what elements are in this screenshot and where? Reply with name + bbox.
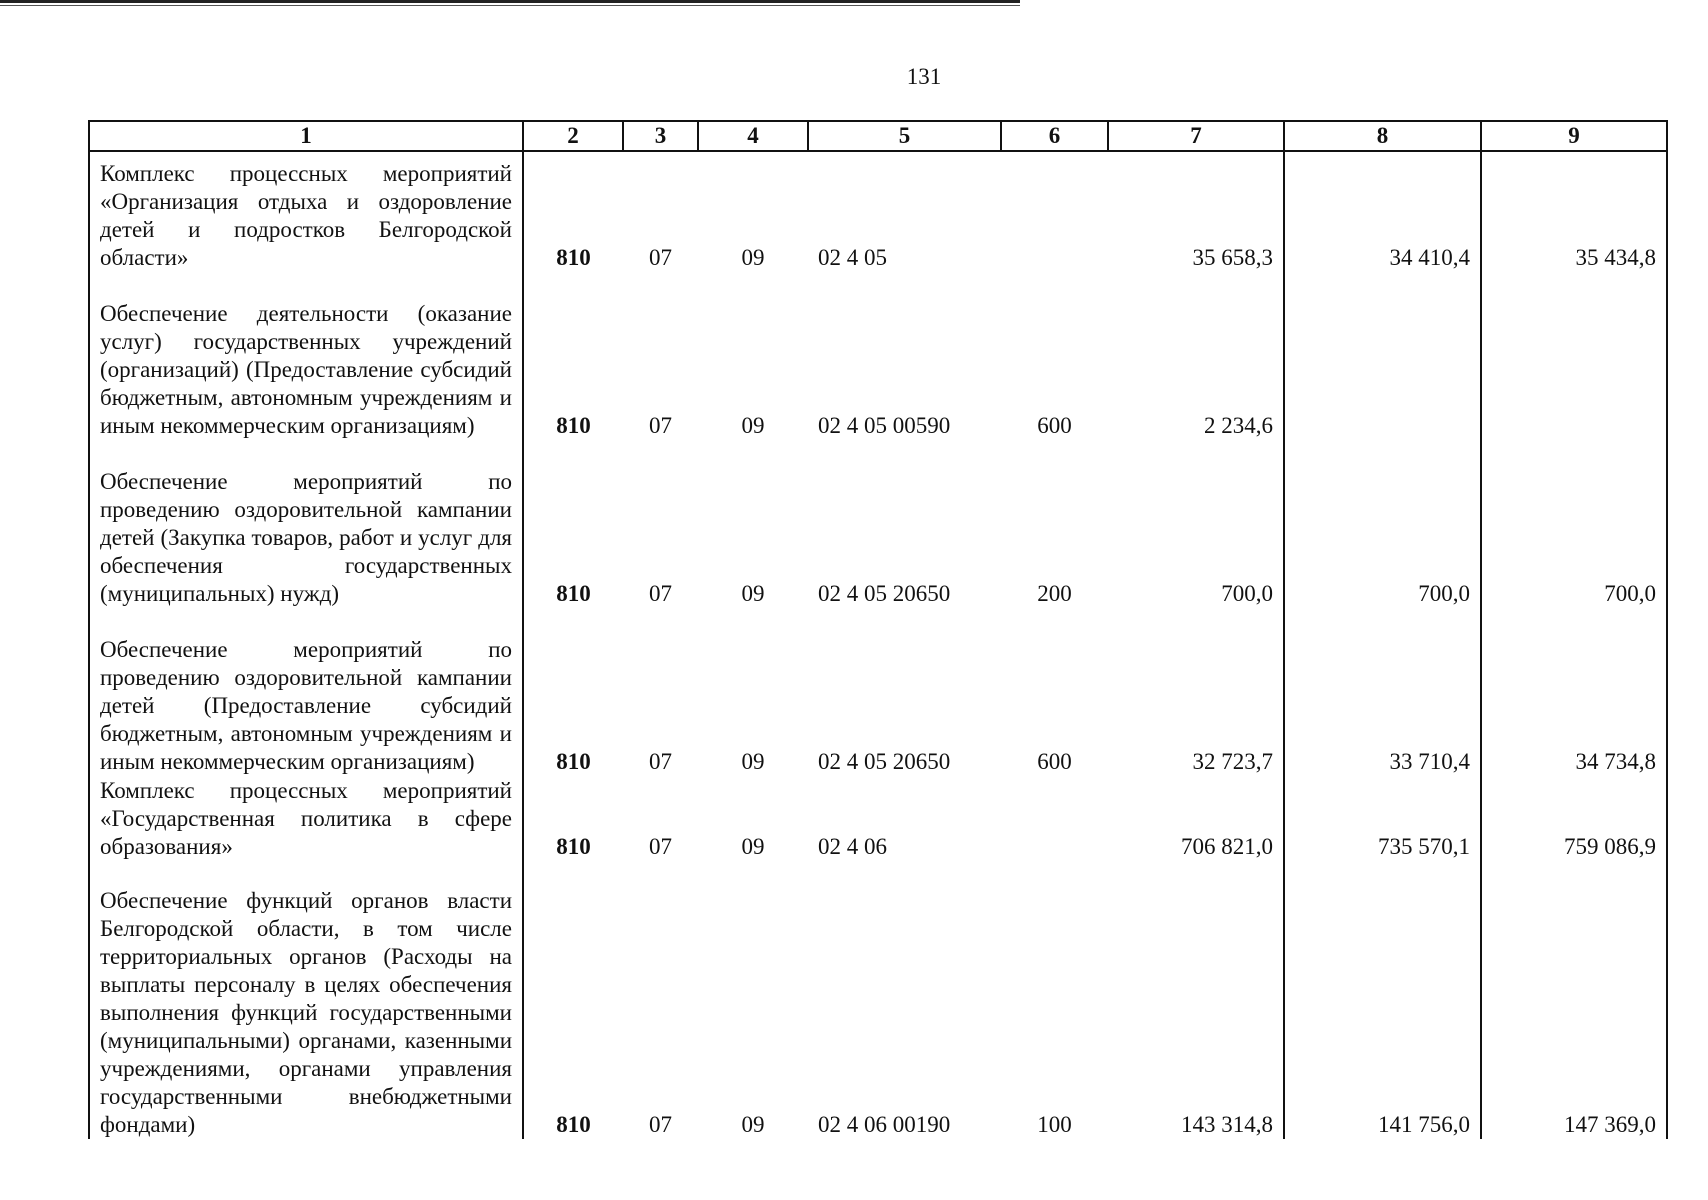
cell-subsection: 09 xyxy=(741,749,765,774)
cell-section: 07 xyxy=(649,1112,672,1137)
header-col-8: 8 xyxy=(1284,121,1481,151)
table-row xyxy=(89,272,1667,440)
cell-subsection: 09 xyxy=(741,1112,765,1137)
cell-expense-type xyxy=(1001,151,1108,272)
cell-amount-3: 700,0 xyxy=(1481,440,1667,608)
row-name: Обеспечение мероприятий по проведению оздоровительной кампании детей (Предоставление субсидий бюджетным, автономным учреждениям и иным некоммерческим организациям) xyxy=(89,608,523,776)
cell-amount-1: 35 658,3 xyxy=(1108,151,1284,272)
cell-target-article: 02 4 05 20650 xyxy=(818,581,951,606)
cell-section: 07 xyxy=(649,749,672,774)
row-name: Обеспечение деятельности (оказание услуг) государственных учреждений (организаций) (Предоставление субсидий бюджетным, автономным учреждениям и иным некоммерческим организациям) xyxy=(89,272,523,440)
cell-amount-1: 32 723,7 xyxy=(1108,608,1284,776)
header-col-6: 6 xyxy=(1001,121,1108,151)
budget-table xyxy=(88,120,1668,1139)
cell-subsection: 09 xyxy=(741,413,765,438)
page-number-text: 131 xyxy=(906,64,942,89)
cell-amount-2 xyxy=(1284,272,1481,440)
cell-amount-1: 706 821,0 xyxy=(1108,776,1284,861)
header-col-1: 1 xyxy=(89,121,523,151)
cell-amount-2: 141 756,0 xyxy=(1284,861,1481,1139)
cell-amount-1: 2 234,6 xyxy=(1108,272,1284,440)
header-col-7: 7 xyxy=(1108,121,1284,151)
cell-amount-3: 147 369,0 xyxy=(1481,861,1667,1139)
cell-expense-type: 100 xyxy=(1037,1112,1072,1137)
row-name: Комплекс процессных мероприятий «Организация отдыха и оздоровление детей и подростков Белгородской области» xyxy=(89,151,523,272)
table-row xyxy=(89,151,1667,272)
cell-target-article: 02 4 05 00590 xyxy=(818,413,951,438)
cell-amount-1: 700,0 xyxy=(1108,440,1284,608)
cell-expense-type: 200 xyxy=(1037,581,1072,606)
cell-ministry: 810 xyxy=(556,1112,591,1137)
header-col-2: 2 xyxy=(523,121,623,151)
top-rule-thin xyxy=(0,5,1020,6)
cell-section: 07 xyxy=(649,413,672,438)
cell-ministry: 810 xyxy=(556,245,591,270)
cell-amount-3: 35 434,8 xyxy=(1481,151,1667,272)
cell-ministry: 810 xyxy=(556,413,591,438)
cell-amount-2: 735 570,1 xyxy=(1284,776,1481,861)
cell-amount-3 xyxy=(1481,272,1667,440)
row-name: Комплекс процессных мероприятий «Государственная политика в сфере образования» xyxy=(89,776,523,861)
cell-target-article: 02 4 05 xyxy=(818,245,887,270)
cell-subsection: 09 xyxy=(741,245,765,270)
cell-amount-2: 33 710,4 xyxy=(1284,608,1481,776)
table-row xyxy=(89,440,1667,608)
cell-ministry: 810 xyxy=(556,749,591,774)
cell-section: 07 xyxy=(649,245,672,270)
header-col-4: 4 xyxy=(698,121,808,151)
cell-target-article: 02 4 06 00190 xyxy=(818,1112,951,1137)
page-number xyxy=(0,64,1708,90)
cell-amount-1: 143 314,8 xyxy=(1108,861,1284,1139)
cell-expense-type: 600 xyxy=(1037,413,1072,438)
table-row xyxy=(89,776,1667,861)
table-row xyxy=(89,608,1667,776)
row-name: Обеспечение мероприятий по проведению оздоровительной кампании детей (Закупка товаров, работ и услуг для обеспечения государственных (муниципальных) нужд) xyxy=(89,440,523,608)
header-col-9: 9 xyxy=(1481,121,1667,151)
header-row xyxy=(89,121,1667,151)
cell-expense-type xyxy=(1001,776,1108,861)
cell-amount-3: 34 734,8 xyxy=(1481,608,1667,776)
cell-amount-2: 700,0 xyxy=(1284,440,1481,608)
cell-section: 07 xyxy=(649,581,672,606)
cell-target-article: 02 4 05 20650 xyxy=(818,749,951,774)
row-name: Обеспечение функций органов власти Белгородской области, в том числе территориальных органов (Расходы на выплаты персоналу в целях обеспечения выполнения функций государственными (муниципальными) органами, казенными учреждениями, органами управления государственными внебюджетными фондами) xyxy=(89,861,523,1139)
cell-target-article: 02 4 06 xyxy=(818,834,887,859)
cell-ministry: 810 xyxy=(556,581,591,606)
cell-amount-2: 34 410,4 xyxy=(1284,151,1481,272)
header-col-5: 5 xyxy=(808,121,1001,151)
cell-subsection: 09 xyxy=(741,834,765,859)
cell-ministry: 810 xyxy=(556,834,591,859)
table-row xyxy=(89,861,1667,1139)
cell-amount-3: 759 086,9 xyxy=(1481,776,1667,861)
header-col-3: 3 xyxy=(623,121,698,151)
cell-expense-type: 600 xyxy=(1037,749,1072,774)
cell-subsection: 09 xyxy=(741,581,765,606)
cell-section: 07 xyxy=(649,834,672,859)
top-rule xyxy=(0,0,1020,3)
